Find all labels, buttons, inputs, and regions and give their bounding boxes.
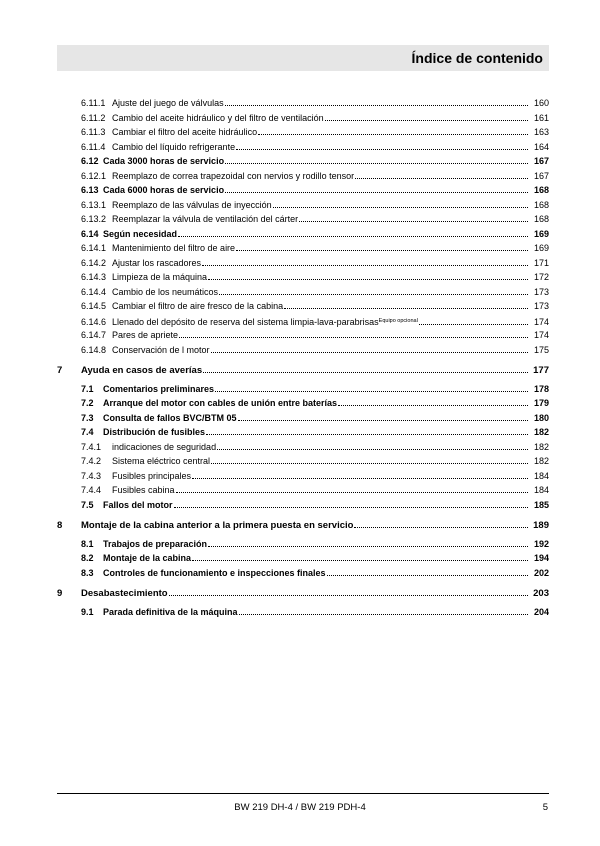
toc-entry-title-text: Cambiar el filtro de aire fresco de la cabina [112,301,284,311]
toc-entry-number: 7.4.4 [81,485,102,495]
toc-entry-title-text: Ajuste del juego de válvulas [112,98,224,108]
toc-entry-title-text: Comentarios preliminares [103,383,215,394]
toc-entry-title-text: Trabajos de preparación [103,538,208,549]
toc-entry-number: 6.14.4 [81,286,107,297]
toc-entry-page: 179 [533,398,549,408]
toc-entry-number: 6.14.3 [81,272,107,282]
toc-entry-title-text: Fusibles cabina [112,485,175,495]
toc-entry-number: 7.4.2 [81,456,102,466]
toc-entry[interactable] [57,364,549,378]
header-bar [57,45,549,71]
toc-dot-leader [325,120,528,121]
toc-entry-page: 194 [533,553,549,563]
toc-entry-number: 6.14.7 [81,330,107,340]
toc-dot-leader [215,391,528,392]
toc-entry-title [112,299,283,313]
toc-entry[interactable] [57,256,549,270]
toc-entry-number: 6.14.8 [81,344,107,355]
toc-entry-title-text: Cada 6000 horas de servicio [103,185,225,195]
toc-entry-title-text: Conservación de l motor [112,344,210,355]
toc-entry-title [103,498,173,512]
toc-dot-leader [354,527,528,528]
footer-page-number: 5 [542,802,548,813]
toc-entry-page: 182 [533,441,549,452]
toc-entry-title-text: Cambio de los neumáticos [112,286,219,297]
toc-dot-leader [236,250,528,251]
toc-dot-leader [225,105,528,106]
toc-entry-number: 6.12.1 [81,170,107,181]
toc-entry[interactable] [57,125,549,139]
toc-entry[interactable] [57,328,549,342]
toc-entry-title-text: Consulta de fallos BVC/BTM 05 [103,412,237,423]
toc-entry-number: 6.14 [81,228,99,239]
toc-entry-page: 173 [533,286,549,297]
toc-entry-number: 7.5 [81,499,94,510]
toc-entry[interactable] [57,605,549,619]
toc-entry[interactable] [57,140,549,154]
toc-entry-page: 175 [533,344,549,355]
toc-entry-title [112,111,324,125]
toc-entry-title-text: Montaje de la cabina [103,553,192,563]
toc-entry[interactable] [57,198,549,212]
toc-entry-title [103,183,224,197]
toc-entry-page: 177 [533,364,549,376]
toc-entry-title [112,469,191,483]
toc-entry[interactable] [57,382,549,396]
toc-entry-title [112,314,418,329]
toc-dot-leader [419,324,528,325]
toc-entry-title [112,212,298,226]
toc-entry-page: 167 [533,170,549,181]
toc-dot-leader [236,149,528,150]
toc-entry-title-text: Desabastecimiento [81,587,168,599]
toc-entry-number: 6.11.3 [81,127,106,137]
toc-dot-leader [225,163,528,164]
toc-entry-number: 8.1 [81,538,94,549]
toc-dot-leader [258,134,528,135]
toc-dot-leader [355,178,528,179]
toc-entry[interactable] [57,519,549,533]
toc-dot-leader [327,575,528,576]
toc-entry-title [112,140,235,154]
toc-dot-leader [217,449,528,450]
toc-entry[interactable] [57,241,549,255]
toc-entry-title [103,396,337,410]
toc-entry-title [112,454,210,468]
toc-entry[interactable] [57,411,549,425]
toc-entry-title [81,519,353,533]
toc-entry-number: 8.2 [81,553,94,563]
footer-model: BW 219 DH-4 / BW 219 PDH-4 [234,802,366,813]
toc-entry-number: 7.4.3 [81,470,102,481]
toc-entry-number: 7.1 [81,383,94,394]
toc-entry-number: 7.2 [81,398,94,408]
toc-entry-title [103,382,214,396]
toc-dot-leader [178,236,528,237]
toc-entry-title [103,227,177,241]
toc-entry[interactable] [57,169,549,183]
toc-entry-page: 163 [533,127,549,137]
toc-dot-leader [174,507,528,508]
toc-dot-leader [239,614,528,615]
toc-entry-title [81,587,168,601]
toc-entry-number: 6.14.1 [81,243,107,253]
toc-entry[interactable] [57,498,549,512]
toc-entry-title-text: Ajustar los rascadores [112,257,202,268]
toc-entry-title-text: Sistema eléctrico central [112,456,211,466]
toc-entry-number: 8 [57,519,63,531]
toc-entry-page: 182 [533,456,549,466]
toc-entry-title [112,256,201,270]
toc-entry-page: 172 [533,272,549,282]
toc-entry-title [112,198,272,212]
toc-entry[interactable] [57,154,549,168]
toc-entry-title-text: Cambio del líquido refrigerante [112,141,236,152]
toc-entry-title-text: Controles de funcionamiento e inspecciones finales [103,567,326,578]
toc-dot-leader [219,294,528,295]
toc-entry-page: 184 [533,470,549,481]
toc-entry-page: 169 [533,228,549,239]
toc-entry-title-text: Parada definitiva de la máquina [103,606,238,617]
toc-entry-title-text: Cambio del aceite hidráulico y del filtro de ventilación [112,112,324,123]
toc-entry-page: 178 [533,383,549,394]
toc-entry[interactable] [57,270,549,284]
toc-entry[interactable] [57,440,549,454]
toc-dot-leader [192,478,528,479]
toc-dot-leader [192,560,528,561]
toc-entry[interactable] [57,183,549,197]
toc-entry[interactable] [57,227,549,241]
toc-entry-title-text: indicaciones de seguridad [112,441,217,452]
toc-entry-page: 169 [533,243,549,253]
toc-entry-number: 6.14.5 [81,301,107,311]
toc-dot-leader [338,405,528,406]
toc-dot-leader [169,595,528,596]
toc-entry[interactable] [57,587,549,601]
toc-entry-number: 7.4 [81,427,94,437]
toc-dot-leader [179,337,528,338]
toc-entry-title-text: Mantenimiento del filtro de aire [112,243,236,253]
toc-dot-leader [176,492,528,493]
toc-entry[interactable] [57,551,549,565]
toc-entry-page: 168 [533,185,549,195]
toc-entry-page: 167 [533,156,549,166]
toc-entry[interactable] [57,396,549,410]
toc-entry-number: 9.1 [81,606,94,617]
toc-entry-number: 6.11.4 [81,141,106,152]
toc-dot-leader [211,463,528,464]
toc-entry-title-text: Distribución de fusibles [103,427,206,437]
toc-entry-title-text: Cada 3000 horas de servicio [103,156,225,166]
toc-entry-title [103,605,238,619]
toc-entry-title [112,343,210,357]
toc-entry-title [81,364,202,378]
toc-entry-superscript: Equipo opcional [378,317,418,324]
toc-entry-title-text: Arranque del motor con cables de unión entre baterías [103,398,338,408]
toc-entry-page: 160 [533,98,549,108]
toc-entry[interactable] [57,469,549,483]
toc-entry-number: 7 [57,364,63,376]
toc-entry-title [103,154,224,168]
toc-entry[interactable] [57,299,549,313]
toc-entry-page: 168 [533,199,549,210]
toc-dot-leader [202,265,528,266]
toc-entry-title [112,440,216,454]
toc-entry-page: 168 [533,214,549,224]
toc-entry-title-text: Pares de apriete [112,330,179,340]
toc-entry-number: 6.13.2 [81,214,107,224]
toc-entry-title [112,169,354,183]
toc-entry-page: 184 [533,485,549,495]
toc-entry[interactable] [57,454,549,468]
toc-entry-title-text: Cambiar el filtro del aceite hidráulico [112,127,258,137]
toc-entry-title-text: Llenado del depósito de reserva del sistema limpia-lava-parabrisas [112,316,379,327]
toc-entry-title-text: Reemplazo de las válvulas de inyección [112,199,272,210]
toc-entry-page: 202 [533,567,549,578]
toc-entry-title-text: Ayuda en casos de averías [81,364,203,376]
toc-entry-number: 6.14.2 [81,257,107,268]
toc-entry-title [112,125,257,139]
toc-entry-title [112,270,207,284]
toc-dot-leader [203,372,528,373]
toc-entry-number: 6.13 [81,185,99,195]
toc-entry-title-text: Montaje de la cabina anterior a la primera puesta en servicio [81,519,354,531]
toc-entry-title-text: Según necesidad [103,228,178,239]
toc-entry-title [103,566,326,580]
toc-entry-page: 174 [533,330,549,340]
toc-entry-title-text: Limpieza de la máquina [112,272,208,282]
toc-dot-leader [208,279,528,280]
toc-entry-title [112,328,178,342]
toc-entry-page: 164 [533,141,549,152]
toc-entry-number: 6.11.1 [81,98,106,108]
toc-entry-number: 6.13.1 [81,199,107,210]
toc-entry-title-text: Fusibles principales [112,470,192,481]
toc-entry[interactable] [57,343,549,357]
toc-entry[interactable] [57,111,549,125]
footer-divider [57,793,549,794]
toc-entry-title-text: Fallos del motor [103,499,173,510]
toc-dot-leader [299,221,528,222]
toc-entry-title [103,425,205,439]
page-title: Índice de contenido [411,50,543,66]
toc-dot-leader [208,546,528,547]
toc-entry-title [103,411,237,425]
toc-entry-page: 182 [533,427,549,437]
toc-entry-title [112,285,218,299]
toc-entry[interactable] [57,96,549,110]
toc-entry-page: 185 [533,499,549,510]
toc-entry-number: 7.4.1 [81,441,102,452]
toc-entry-number: 8.3 [81,567,94,578]
toc-entry-number: 6.14.6 [81,316,107,327]
toc-entry[interactable] [57,483,549,497]
toc-entry-page: 173 [533,301,549,311]
toc-entry-title [112,96,224,110]
toc-entry-title [112,483,175,497]
toc-entry-title [112,241,235,255]
toc-entry[interactable] [57,537,549,551]
toc-entry-number: 7.3 [81,412,94,423]
toc-dot-leader [225,192,528,193]
toc-entry-page: 203 [533,587,549,599]
toc-entry-title [103,537,207,551]
toc-entry-number: 6.11.2 [81,112,106,123]
toc-dot-leader [284,308,528,309]
toc-entry-page: 192 [533,538,549,549]
toc-entry-page: 174 [533,316,549,327]
toc-entry-title-text: Reemplazar la válvula de ventilación del cárter [112,214,299,224]
toc-dot-leader [206,434,528,435]
toc-entry[interactable] [57,566,549,580]
toc-entry-number: 6.12 [81,156,99,166]
toc-entry[interactable] [57,285,549,299]
toc-entry[interactable] [57,425,549,439]
toc-dot-leader [273,207,528,208]
toc-entry-title [103,551,191,565]
toc-entry-number: 9 [57,587,63,599]
toc-entry-page: 204 [533,606,549,617]
toc-entry[interactable] [57,314,549,328]
toc-entry-page: 189 [533,519,549,531]
toc-entry[interactable] [57,212,549,226]
toc-entry-page: 171 [533,257,549,268]
toc-dot-leader [211,352,528,353]
toc-entry-page: 180 [533,412,549,423]
toc-dot-leader [238,420,528,421]
toc-entry-page: 161 [533,112,549,123]
toc-entry-title-text: Reemplazo de correa trapezoidal con nervios y rodillo tensor [112,170,355,181]
